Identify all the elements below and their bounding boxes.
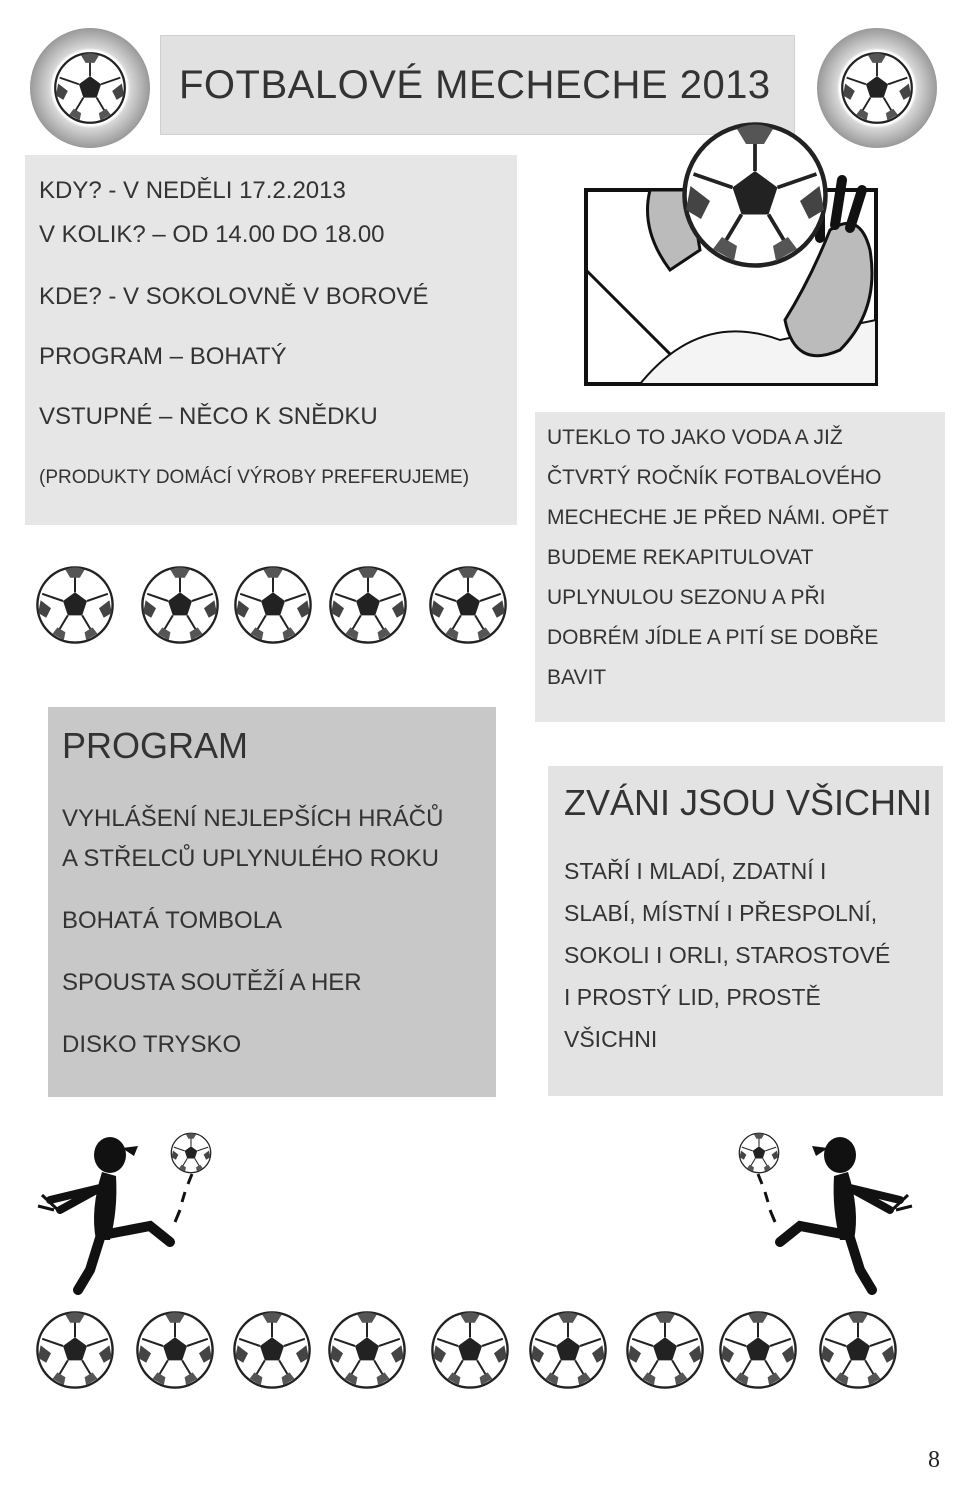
soccer-ball-icon bbox=[327, 1310, 407, 1390]
soccer-ball-icon bbox=[135, 1310, 215, 1390]
program-item: BOHATÁ TOMBOLA bbox=[62, 907, 283, 934]
kicking-player-icon bbox=[730, 1130, 920, 1295]
medal-left bbox=[30, 28, 150, 148]
soccer-ball-icon bbox=[35, 1310, 115, 1390]
soccer-ball-icon bbox=[328, 565, 408, 645]
program-heading: PROGRAM bbox=[62, 725, 249, 766]
soccer-ball-icon bbox=[140, 565, 220, 645]
soccer-ball-icon bbox=[35, 565, 115, 645]
program-item: DISKO TRYSKO bbox=[62, 1031, 242, 1058]
soccer-ball-icon bbox=[233, 565, 313, 645]
about-line: UPLYNULOU SEZONU A PŘI bbox=[547, 586, 826, 609]
soccer-ball-icon bbox=[625, 1310, 705, 1390]
invite-line: SOKOLI I ORLI, STAROSTOVÉ bbox=[564, 942, 891, 968]
page-number: 8 bbox=[928, 1447, 940, 1473]
program-item: A STŘELCŮ UPLYNULÉHO ROKU bbox=[62, 845, 439, 872]
invite-line: VŠICHNI bbox=[564, 1026, 658, 1052]
info-when: KDY? - V NEDĚLI 17.2.2013 bbox=[39, 177, 346, 204]
kicking-player-icon bbox=[30, 1130, 220, 1295]
invite-panel bbox=[548, 766, 943, 1096]
soccer-ball-icon bbox=[430, 1310, 510, 1390]
about-panel bbox=[535, 412, 945, 722]
about-line: UTEKLO TO JAKO VODA A JIŽ bbox=[547, 426, 843, 449]
about-line: BUDEME REKAPITULOVAT bbox=[547, 546, 814, 569]
soccer-ball-icon bbox=[232, 1310, 312, 1390]
goalkeeper-catching-ball-icon bbox=[580, 120, 890, 390]
soccer-ball-icon bbox=[718, 1310, 798, 1390]
soccer-ball-icon bbox=[428, 565, 508, 645]
info-program: PROGRAM – BOHATÝ bbox=[39, 343, 287, 370]
program-item: VYHLÁŠENÍ NEJLEPŠÍCH HRÁČŮ bbox=[62, 805, 444, 832]
about-line: MECHECHE JE PŘED NÁMI. OPĚT bbox=[547, 506, 889, 529]
soccer-ball-icon bbox=[528, 1310, 608, 1390]
program-panel bbox=[48, 707, 496, 1097]
program-item: SPOUSTA SOUTĚŽÍ A HER bbox=[62, 969, 362, 996]
about-line: DOBRÉM JÍDLE A PITÍ SE DOBŘE bbox=[547, 626, 879, 649]
invite-line: SLABÍ, MÍSTNÍ I PŘESPOLNÍ, bbox=[564, 900, 878, 926]
soccer-ball-icon bbox=[818, 1310, 898, 1390]
invite-line: I PROSTÝ LID, PROSTĚ bbox=[564, 984, 821, 1010]
about-line: ČTVRTÝ ROČNÍK FOTBALOVÉHO bbox=[547, 466, 882, 489]
invite-heading: ZVÁNI JSOU VŠICHNI bbox=[564, 782, 933, 823]
info-entry: VSTUPNÉ – NĚCO K SNĚDKU bbox=[39, 403, 378, 430]
page-title: FOTBALOVÉ MECHECHE 2013 bbox=[179, 62, 771, 107]
info-where: KDE? - V SOKOLOVNĚ V BOROVÉ bbox=[39, 283, 429, 310]
invite-line: STAŘÍ I MLADÍ, ZDATNÍ I bbox=[564, 858, 827, 884]
info-time: V KOLIK? – OD 14.00 DO 18.00 bbox=[39, 221, 385, 248]
soccer-ball-icon bbox=[53, 51, 127, 125]
event-info-panel bbox=[25, 155, 517, 525]
soccer-ball-icon bbox=[840, 51, 914, 125]
about-line: BAVIT bbox=[547, 666, 607, 689]
info-note: (PRODUKTY DOMÁCÍ VÝROBY PREFERUJEME) bbox=[39, 467, 470, 488]
